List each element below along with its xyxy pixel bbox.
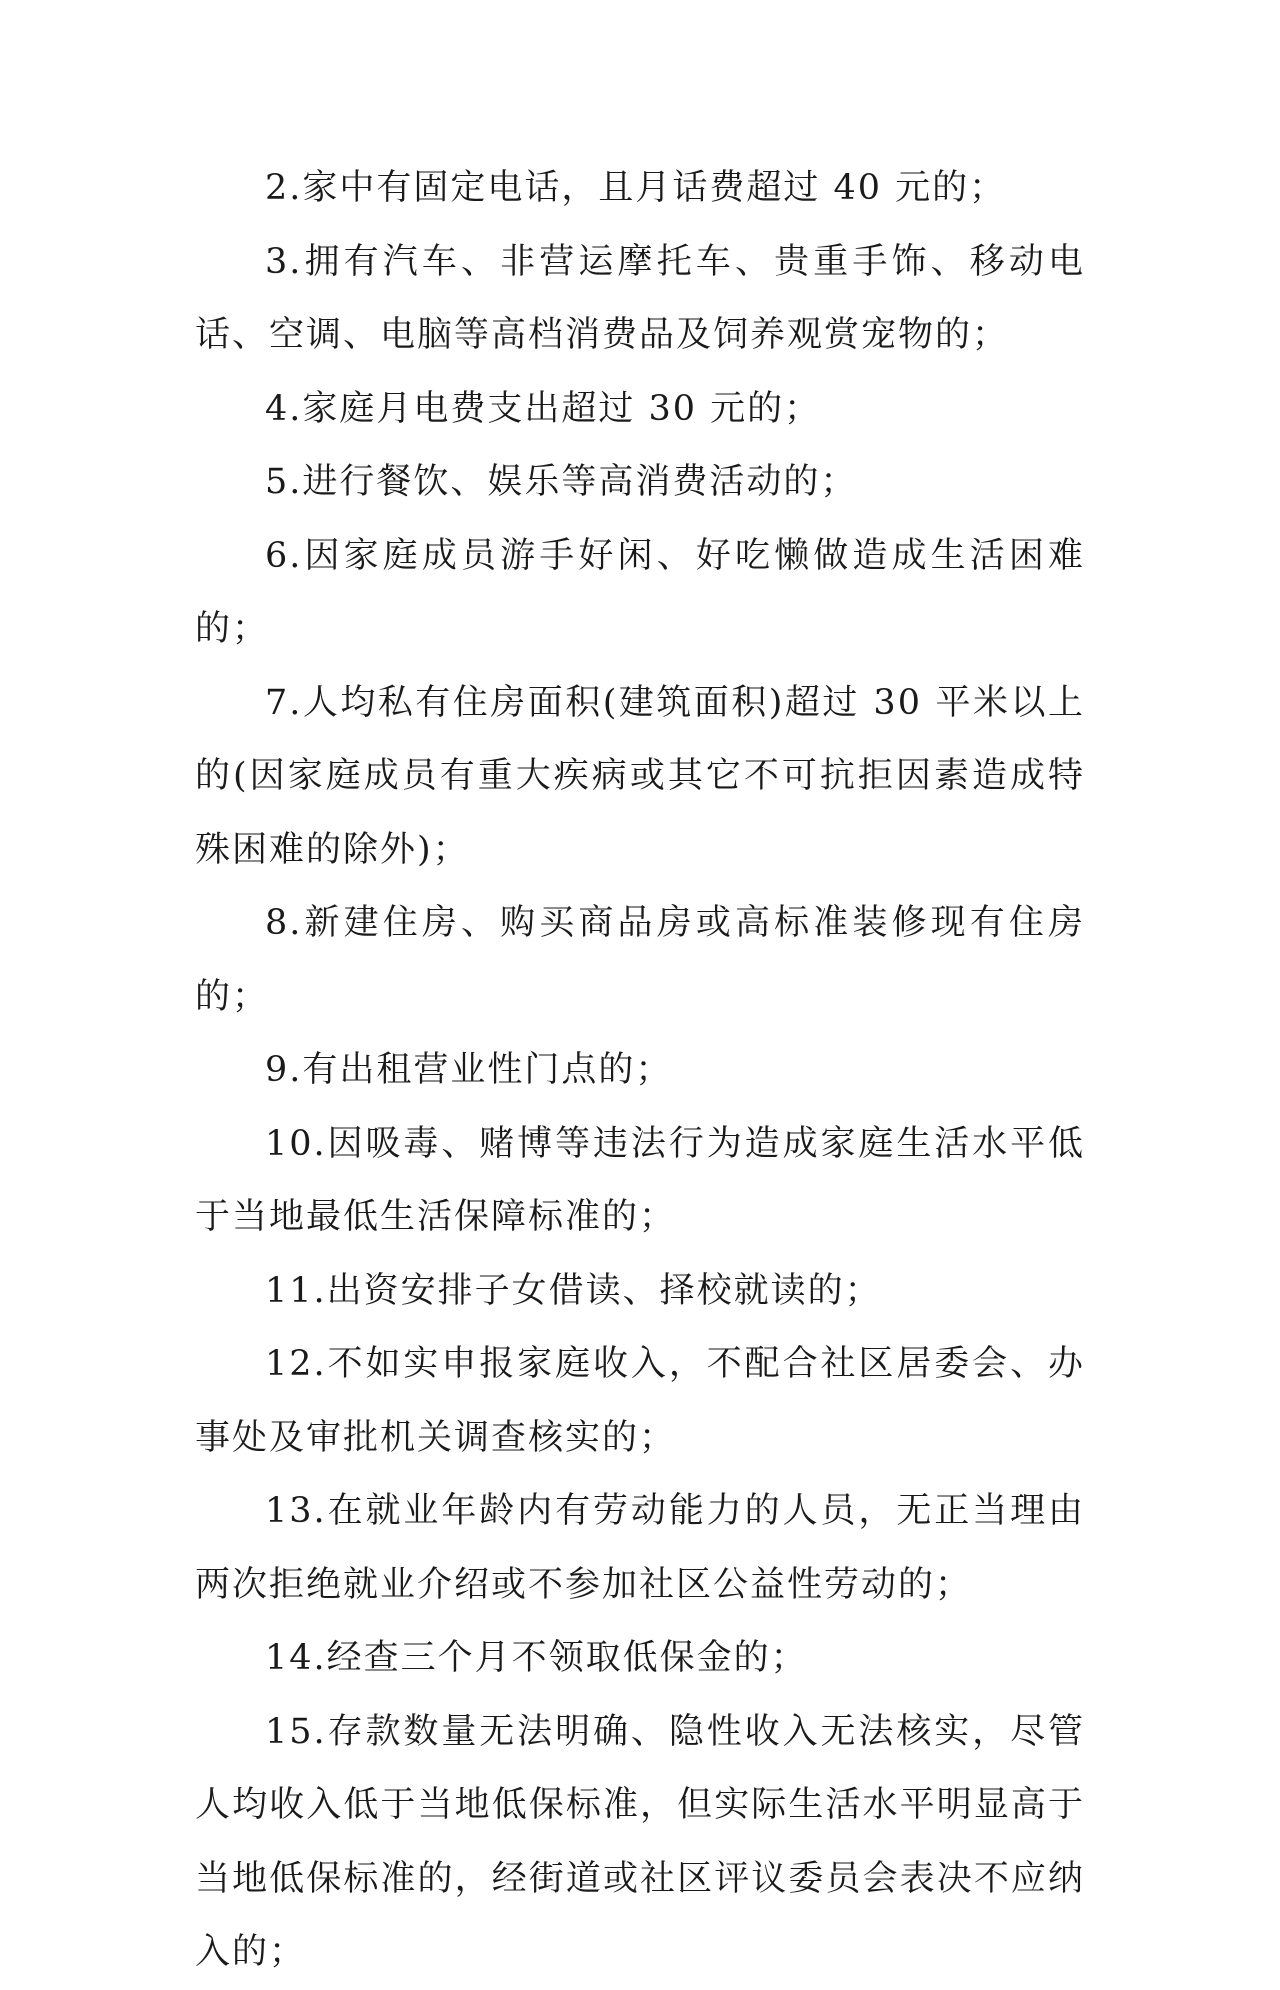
list-item-12: 12.不如实申报家庭收入，不配合社区居委会、办事处及审批机关调查核实的； <box>195 1344 1085 1458</box>
list-item-14: 14.经查三个月不领取低保金的； <box>265 1638 808 1678</box>
list-item-2: 2.家中有固定电话，且月话费超过 40 元的； <box>265 168 1007 208</box>
list-item-8: 8.新建住房、购买商品房或高标准装修现有住房的； <box>195 903 1085 1017</box>
list-item-9: 9.有出租营业性门点的； <box>265 1050 673 1090</box>
list-item-10: 10.因吸毒、赌博等违法行为造成家庭生活水平低于当地最低生活保障标准的； <box>195 1123 1085 1237</box>
list-item-4: 4.家庭月电费支出超过 30 元的； <box>265 388 822 429</box>
list-item-6: 6.因家庭成员游手好闲、好吃懒做造成生活困难的； <box>195 535 1085 649</box>
list-item-13: 13.在就业年龄内有劳动能力的人员，无正当理由两次拒绝就业介绍或不参加社区公益性劳动的； <box>195 1491 1085 1605</box>
list-item-7: 7.人均私有住房面积(建筑面积)超过 30 平米以上的(因家庭成员有重大疾病或其它不可抗拒因素造成特殊困难的除外)； <box>195 682 1085 870</box>
list-item-5: 5.进行餐饮、娱乐等高消费活动的； <box>265 462 858 502</box>
list-item-11: 11.出资安排子女借读、择校就读的； <box>265 1270 882 1311</box>
document-body <box>195 152 1085 1990</box>
list-item-3: 3.拥有汽车、非营运摩托车、贵重手饰、移动电话、空调、电脑等高档消费品及饲养观赏宠物的； <box>195 241 1085 355</box>
list-item-15: 15.存款数量无法明确、隐性收入无法核实，尽管人均收入低于当地低保标准，但实际生活水平明显高于当地低保标准的，经街道或社区评议委员会表决不应纳入的； <box>195 1711 1085 1972</box>
